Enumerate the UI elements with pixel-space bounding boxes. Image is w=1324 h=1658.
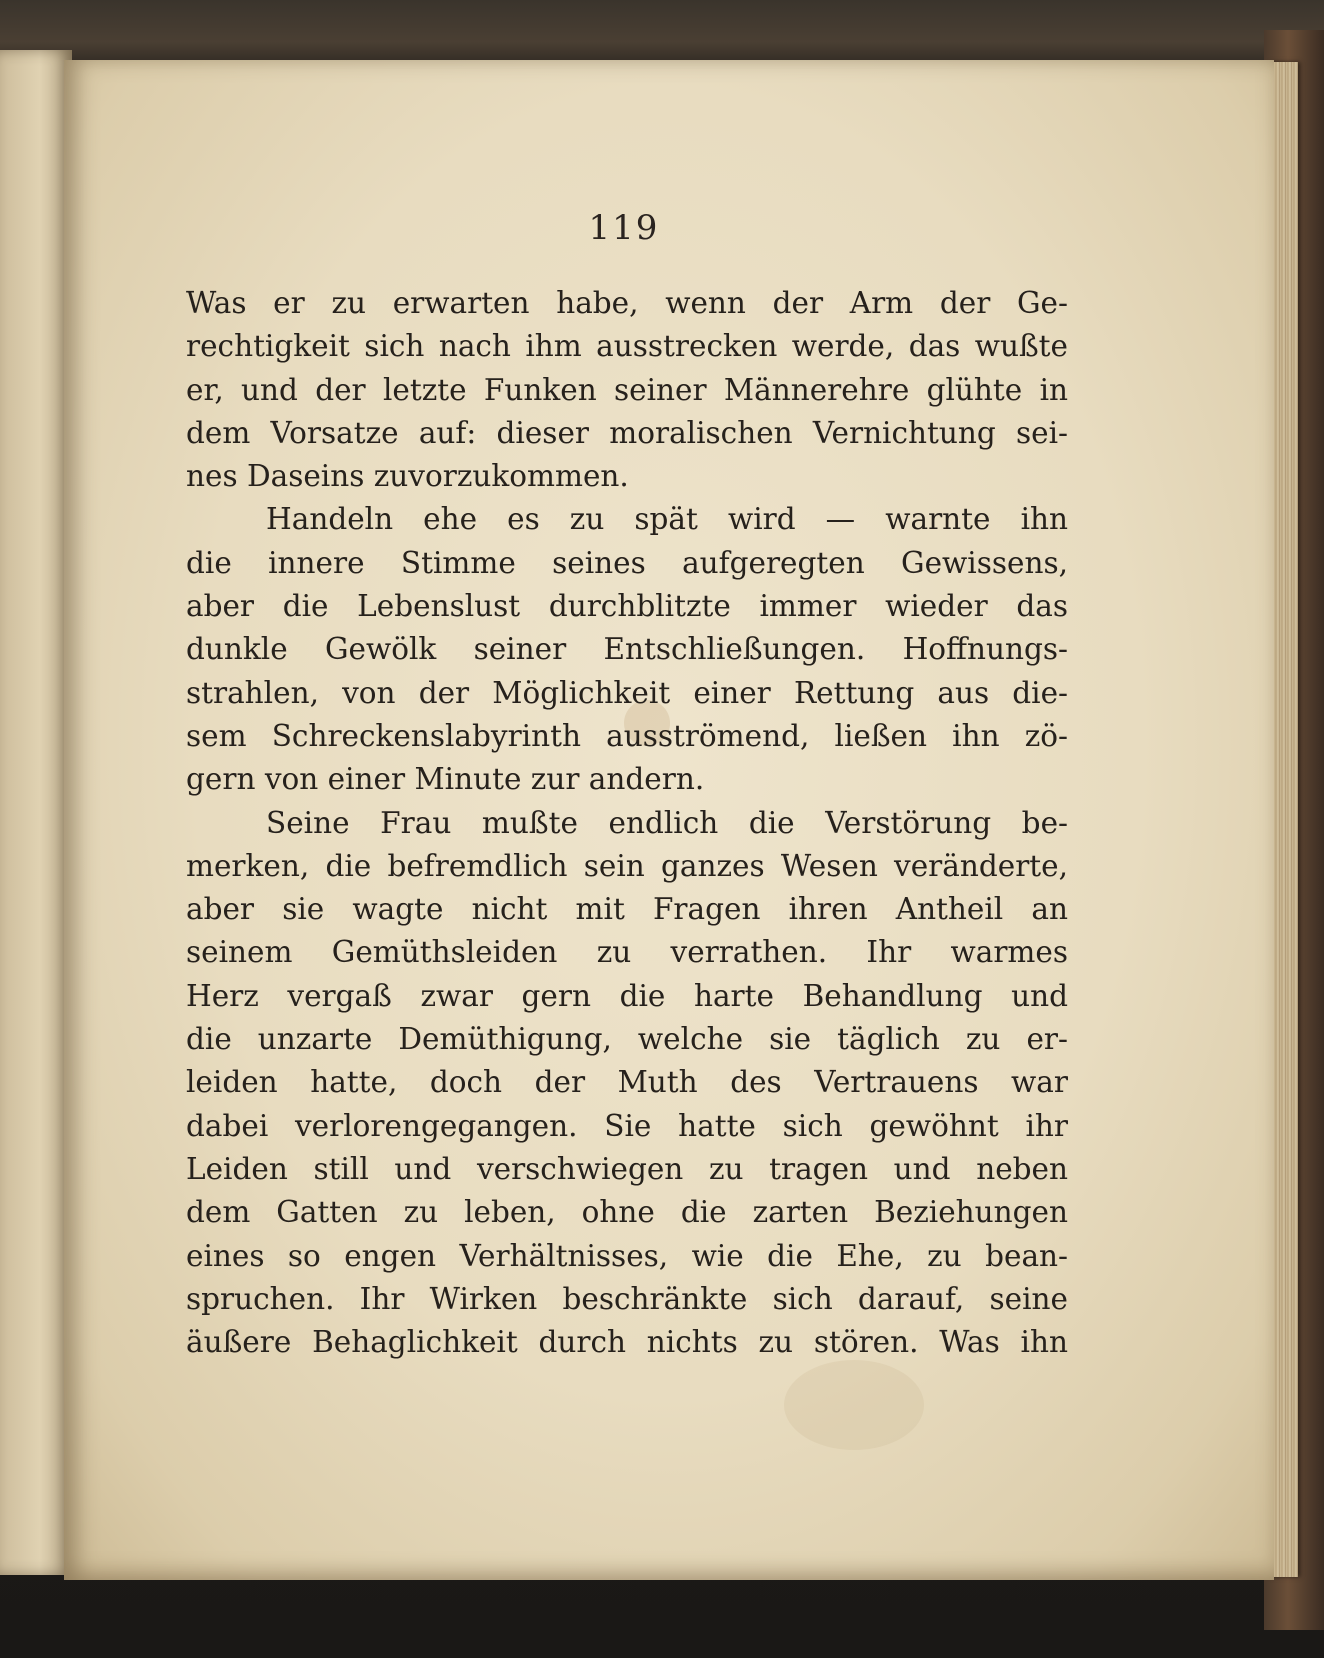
text-line: Was er zu erwarten habe, wenn der Arm der Ge- xyxy=(186,286,1068,320)
text-line: leiden hatte, doch der Muth des Vertrauens war xyxy=(186,1065,1068,1100)
text-line: aber die Lebenslust durchblitzte immer wieder das xyxy=(186,589,1068,624)
text-line: die unzarte Demüthigung, welche sie täglich zu er- xyxy=(186,1022,1068,1057)
text-line: Seine Frau mußte endlich die Verstörung be- xyxy=(266,805,1068,840)
text-line: Handeln ehe es zu spät wird — warnte ihn xyxy=(266,502,1068,537)
page-number: 119 xyxy=(588,208,660,248)
text-line: äußere Behaglichkeit durch nichts zu stören. Was ihn xyxy=(186,1325,1068,1360)
text-line: aber sie wagte nicht mit Fragen ihren Antheil an xyxy=(186,892,1068,927)
text-line: dabei verlorengegangen. Sie hatte sich gewöhnt ihr xyxy=(186,1108,1068,1143)
text-line: eines so engen Verhältnisses, wie die Ehe, zu bean- xyxy=(186,1238,1068,1273)
text-line: er, und der letzte Funken seiner Männerehre glühte in xyxy=(186,372,1068,407)
text-line: rechtigkeit sich nach ihm ausstrecken werde, das wußte xyxy=(186,329,1068,364)
text-line: die innere Stimme seines aufgeregten Gewissens, xyxy=(186,545,1068,580)
text-line: dem Vorsatze auf: dieser moralischen Vernichtung sei- xyxy=(186,415,1068,450)
text-line: Herz vergaß zwar gern die harte Behandlung und xyxy=(186,978,1068,1013)
facing-page-edge xyxy=(0,50,72,1575)
paper-stain xyxy=(784,1360,924,1450)
book-page xyxy=(64,60,1274,1580)
text-line: Leiden still und verschwiegen zu tragen und neben xyxy=(186,1151,1068,1186)
text-line: sem Schreckenslabyrinth ausströmend, ließen ihn zö- xyxy=(186,718,1068,753)
text-line: nes Daseins zuvorzukommen. xyxy=(186,459,629,494)
text-line: dunkle Gewölk seiner Entschließungen. Hoffnungs- xyxy=(186,632,1068,667)
text-line: spruchen. Ihr Wirken beschränkte sich darauf, seine xyxy=(186,1281,1068,1316)
text-line: seinem Gemüthsleiden zu verrathen. Ihr warmes xyxy=(186,935,1068,970)
body-text xyxy=(186,282,1068,1364)
text-line: gern von einer Minute zur andern. xyxy=(186,762,705,797)
text-line: dem Gatten zu leben, ohne die zarten Beziehungen xyxy=(186,1195,1068,1230)
text-line: merken, die befremdlich sein ganzes Wesen veränderte, xyxy=(186,848,1068,883)
text-line: strahlen, von der Möglichkeit einer Rettung aus die- xyxy=(186,675,1068,710)
